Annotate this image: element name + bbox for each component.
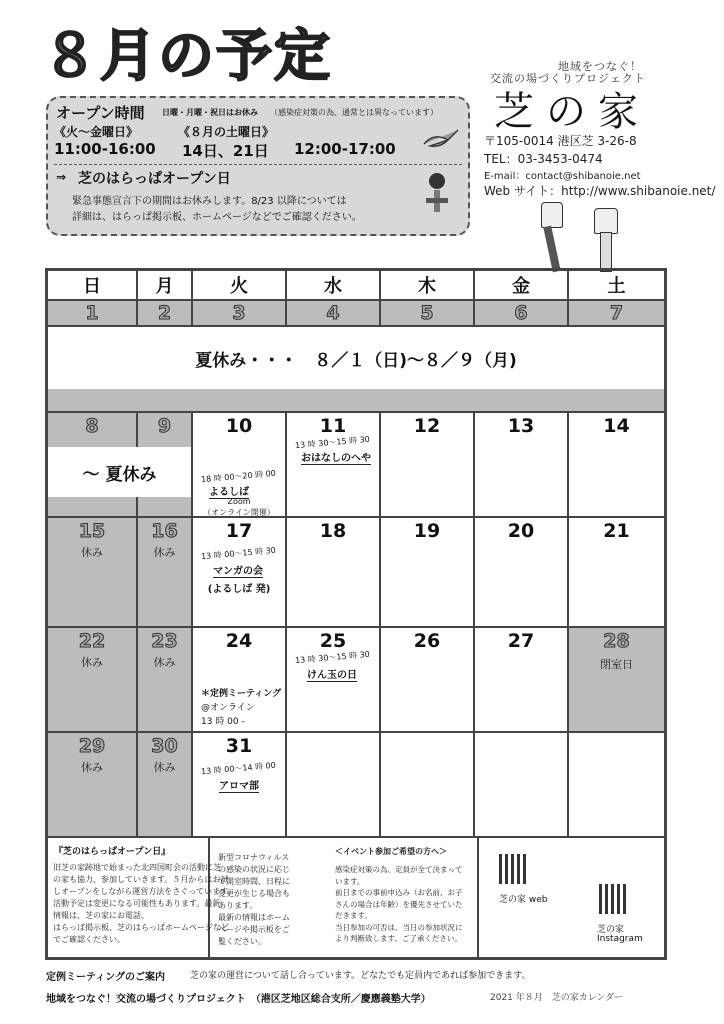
calendar-label: 2021 年８月 芝の家カレンダー <box>490 993 624 1003</box>
event-note: ＜イベント参加ご希望の方へ＞ 感染症対策の為、定員が全て決まって います。 前日までの事前申込み（お名前、お子 さんの場合は年齢）を優先させていた だきます。 当日参加の可否は、当日の参加状況に より判断致します。ご了承ください。 <box>325 838 479 957</box>
day-cell[interactable]: 25 13 時 30～15 時 30 けん玉の日 <box>287 628 381 733</box>
wind-chime-strip-icon-2 <box>600 232 612 272</box>
day-cell[interactable]: 31 13 時 00～14 時 00 アロマ部 <box>193 733 287 838</box>
org-address: 〒105-0014 港区芝 3-26-8 <box>484 134 637 148</box>
kendama-icon <box>420 172 454 224</box>
day-cell <box>475 733 569 838</box>
org-tel: TEL：03-3453-0474 <box>484 152 603 166</box>
weekday-header: 月 <box>138 271 193 301</box>
day-cell[interactable]: 5 <box>381 301 475 327</box>
open-hours-label: オープン時間 <box>56 104 145 122</box>
day-cell[interactable]: 12 <box>381 413 475 518</box>
meeting-text: 芝の家の運営について話し合っています。どなたでも定員内であれば参加できます。 <box>190 971 531 981</box>
project-line: 地域をつなぐ！交流の場づくりプロジェクト （港区芝地区総合支所／慶應義塾大学） <box>46 994 431 1005</box>
day-cell <box>287 733 381 838</box>
saturday-hours: 12:00-17:00 <box>294 140 396 158</box>
wind-chime-icon <box>541 202 563 228</box>
event-title: マンガの会 <box>213 562 263 578</box>
wind-chime-strip-icon <box>543 226 560 273</box>
day-cell[interactable]: 22 休み <box>48 628 138 733</box>
summer-break-strip <box>48 389 664 413</box>
harappa-note: 『芝のはらっぱオープン日』 旧芝の家跡地で始まった北四国町会の活動に芝 の家も協力、参加していきます。５月からはお試 しオープンをしながら運営方法をさぐっています。 活動予定は変更になる可能性もあります。最新 情報は、芝の家にお電話、 はらっぱ掲示板、芝のはらっぱホームページなど でご確認ください。 <box>48 838 210 957</box>
day-cell[interactable]: 27 <box>475 628 569 733</box>
day-cell[interactable]: 11 13 時 30～15 時 30 おはなしのへや <box>287 413 381 518</box>
day-cell[interactable]: 15 休み <box>48 518 138 628</box>
weekday-header: 日 <box>48 271 138 301</box>
covid-hours-note: （感染症対策の為、通常とは異なっています） <box>270 108 438 117</box>
day-cell[interactable]: 26 <box>381 628 475 733</box>
day-cell[interactable]: 19 <box>381 518 475 628</box>
day-cell[interactable]: 6 <box>475 301 569 327</box>
harappa-text-1: 緊急事態宣言下の期間はお休みします。8/23 以降については <box>72 196 347 207</box>
day-cell[interactable]: 14 <box>569 413 664 518</box>
org-web: Web サイト：http://www.shibanoie.net/ <box>484 184 716 198</box>
saturday-dates: 14日、21日 <box>182 142 269 160</box>
org-tagline-1: 地域をつなぐ！ <box>558 60 642 73</box>
day-cell[interactable]: 4 <box>287 301 381 327</box>
calendar-grid <box>45 268 667 960</box>
day-cell[interactable]: 8 <box>48 413 138 518</box>
day-cell[interactable]: 13 <box>475 413 569 518</box>
day-cell[interactable]: 21 <box>569 518 664 628</box>
summer-break-label: ～ 夏休み <box>48 447 191 497</box>
day-cell[interactable]: 29 休み <box>48 733 138 838</box>
weekday-header: 火 <box>193 271 287 301</box>
meeting-label: 定例ミーティングのご案内 <box>46 972 165 983</box>
day-cell[interactable]: 3 <box>193 301 287 327</box>
weekday-header: 木 <box>381 271 475 301</box>
day-cell[interactable]: 1 <box>48 301 138 327</box>
day-cell[interactable]: 7 <box>569 301 664 327</box>
qr-code-web[interactable] <box>499 854 529 884</box>
day-cell <box>569 733 664 838</box>
day-cell[interactable]: 18 <box>287 518 381 628</box>
event-title: おはなしのへや <box>301 449 371 465</box>
weekday-header: 土 <box>569 271 664 301</box>
arrow-icon: ⇒ <box>56 170 67 184</box>
day-cell[interactable]: 9 <box>138 413 193 518</box>
day-cell[interactable]: 10 18 時 00～20 時 00 よるしば Zoom （オンライン開催） <box>193 413 287 518</box>
event-title: よるしば <box>209 483 249 499</box>
harappa-title: 芝のはらっぱオープン日 <box>78 171 231 187</box>
org-name-logo: 芝の家 <box>494 89 650 135</box>
org-tagline-2: 交流の場づくりプロジェクト <box>490 72 646 85</box>
day-cell[interactable]: 30 休み <box>138 733 193 838</box>
day-cell[interactable]: 2 <box>138 301 193 327</box>
day-cell[interactable]: 28 閉室日 <box>569 628 664 733</box>
opening-hours-box <box>46 96 470 236</box>
day-cell[interactable]: 24 ＊定例ミーティング @オンライン 13 時 00 - <box>193 628 287 733</box>
weekday-label: 《火～金曜日》 <box>54 125 139 139</box>
page-title: ８月の予定 <box>42 24 332 89</box>
event-title: けん玉の日 <box>307 666 357 682</box>
weekday-header: 水 <box>287 271 381 301</box>
summer-break-banner: 夏休み・・・ ８／１（日)～８／９（月) <box>195 350 517 371</box>
org-email: E-mail：contact@shibanoie.net <box>484 171 641 182</box>
weekday-hours: 11:00-16:00 <box>54 140 156 158</box>
day-cell[interactable]: 16 休み <box>138 518 193 628</box>
qr-code-instagram[interactable] <box>599 884 629 914</box>
day-cell <box>381 733 475 838</box>
qr-area: 芝の家 web 芝の家 Instagram <box>479 838 664 957</box>
wind-chime-icon-2 <box>594 208 618 234</box>
saturday-label: 《８月の土曜日》 <box>178 125 275 139</box>
covid-note: 新型コロナウィルス の感染の状況に応じ て開室時間、日程に 変更が生じる場合も あります。 最新の情報はホーム ページや掲示板をご 覧ください。 <box>218 853 290 946</box>
closed-days-note: 日曜・月曜・祝日はお休み <box>162 108 258 117</box>
day-cell[interactable]: 23 休み <box>138 628 193 733</box>
day-cell[interactable]: 20 <box>475 518 569 628</box>
harappa-text-2: 詳細は、はらっぱ掲示板、ホームページなどでご確認ください。 <box>72 212 362 223</box>
day-cell[interactable]: 17 13 時 00～15 時 30 マンガの会 (よるしば 発) <box>193 518 287 628</box>
bird-icon <box>420 126 460 152</box>
weekday-header: 金 <box>475 271 569 301</box>
box-divider <box>54 164 462 165</box>
event-title: アロマ部 <box>219 777 259 793</box>
